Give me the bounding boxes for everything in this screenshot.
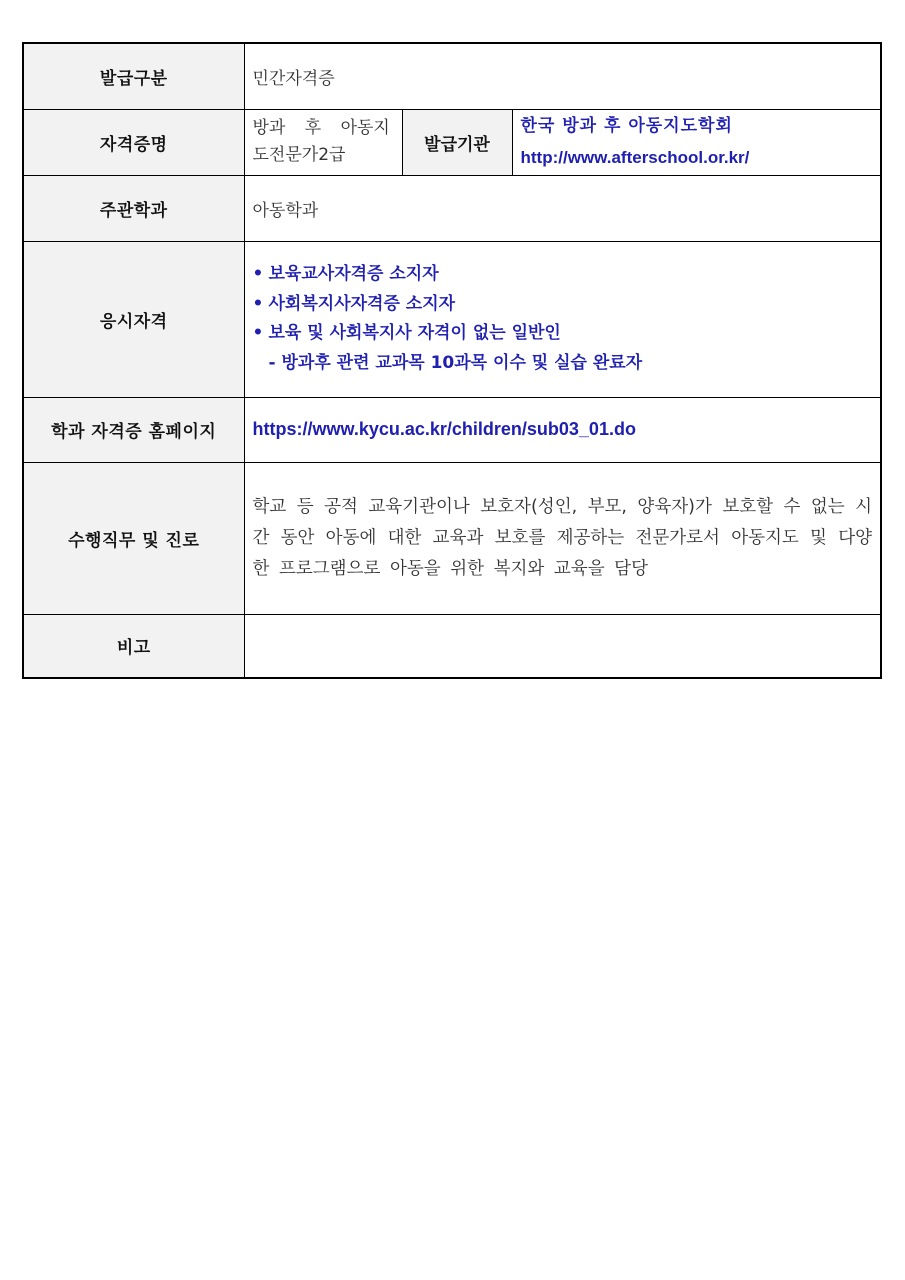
eligibility-item-3: 보육 및 사회복지사 자격이 없는 일반인: [268, 323, 561, 343]
eligibility-label: 응시자격: [23, 241, 244, 397]
row-department: [23, 175, 881, 241]
issuer-cell: [512, 109, 881, 175]
remarks-value: [244, 614, 881, 678]
issuer-block: [513, 110, 881, 174]
duties-label: 수행직무 및 진로: [23, 462, 244, 614]
certificate-info-sheet: [22, 42, 880, 679]
bullet-icon: •: [252, 264, 264, 284]
duties-text: 학교 등 공적 교육기관이나 보호자(성인, 부모, 양육자)가 보호할 수 없는 시간 동안 아동에 대한 교육과 보호를 제공하는 전문가로서 아동지도 및 다양한 프로그램으로 아동을 위한 복지와 교육을 담당: [252, 496, 873, 579]
issue-type-value: 민간자격증: [244, 43, 881, 109]
homepage-label: 학과 자격증 홈페이지: [23, 397, 244, 462]
homepage-link[interactable]: https://www.kycu.ac.kr/children/sub03_01.do: [252, 419, 636, 439]
cert-name-line2: 도전문가2급: [252, 145, 346, 165]
row-issue-type: [23, 43, 881, 109]
list-item: [253, 290, 873, 320]
list-item: [253, 319, 873, 349]
eligibility-item-1: 보육교사자격증 소지자: [268, 264, 439, 284]
department-value: 아동학과: [244, 175, 881, 241]
issuer-name: 한국 방과 후 아동지도학회: [520, 116, 733, 136]
bullet-icon: •: [252, 293, 264, 314]
eligibility-list: [245, 254, 881, 384]
issuer-url-link[interactable]: http://www.afterschool.or.kr/: [520, 148, 750, 167]
certificate-info-table: [22, 42, 882, 679]
row-duties: [23, 462, 881, 614]
row-homepage: [23, 397, 881, 462]
cert-name-cell: [244, 109, 402, 175]
remarks-label: 비고: [23, 614, 244, 678]
department-label: 주관학과: [23, 175, 244, 241]
cert-name-value: [245, 115, 402, 169]
cert-name-line1: 방과 후 아동지: [252, 118, 390, 138]
duties-cell: [244, 462, 881, 614]
list-item: [253, 260, 873, 290]
row-eligibility: [23, 241, 881, 397]
issue-type-label: 발급구분: [23, 43, 244, 109]
row-remarks: [23, 614, 881, 678]
issuer-label: 발급기관: [402, 109, 512, 175]
bullet-icon: •: [252, 323, 264, 343]
homepage-cell: [244, 397, 881, 462]
eligibility-item-2: 사회복지사자격증 소지자: [268, 293, 456, 314]
eligibility-sub-item: - 방과후 관련 교과목 10과목 이수 및 실습 완료자: [268, 352, 643, 373]
cert-name-label: 자격증명: [23, 109, 244, 175]
eligibility-cell: [244, 241, 881, 397]
row-cert-name: [23, 109, 881, 175]
